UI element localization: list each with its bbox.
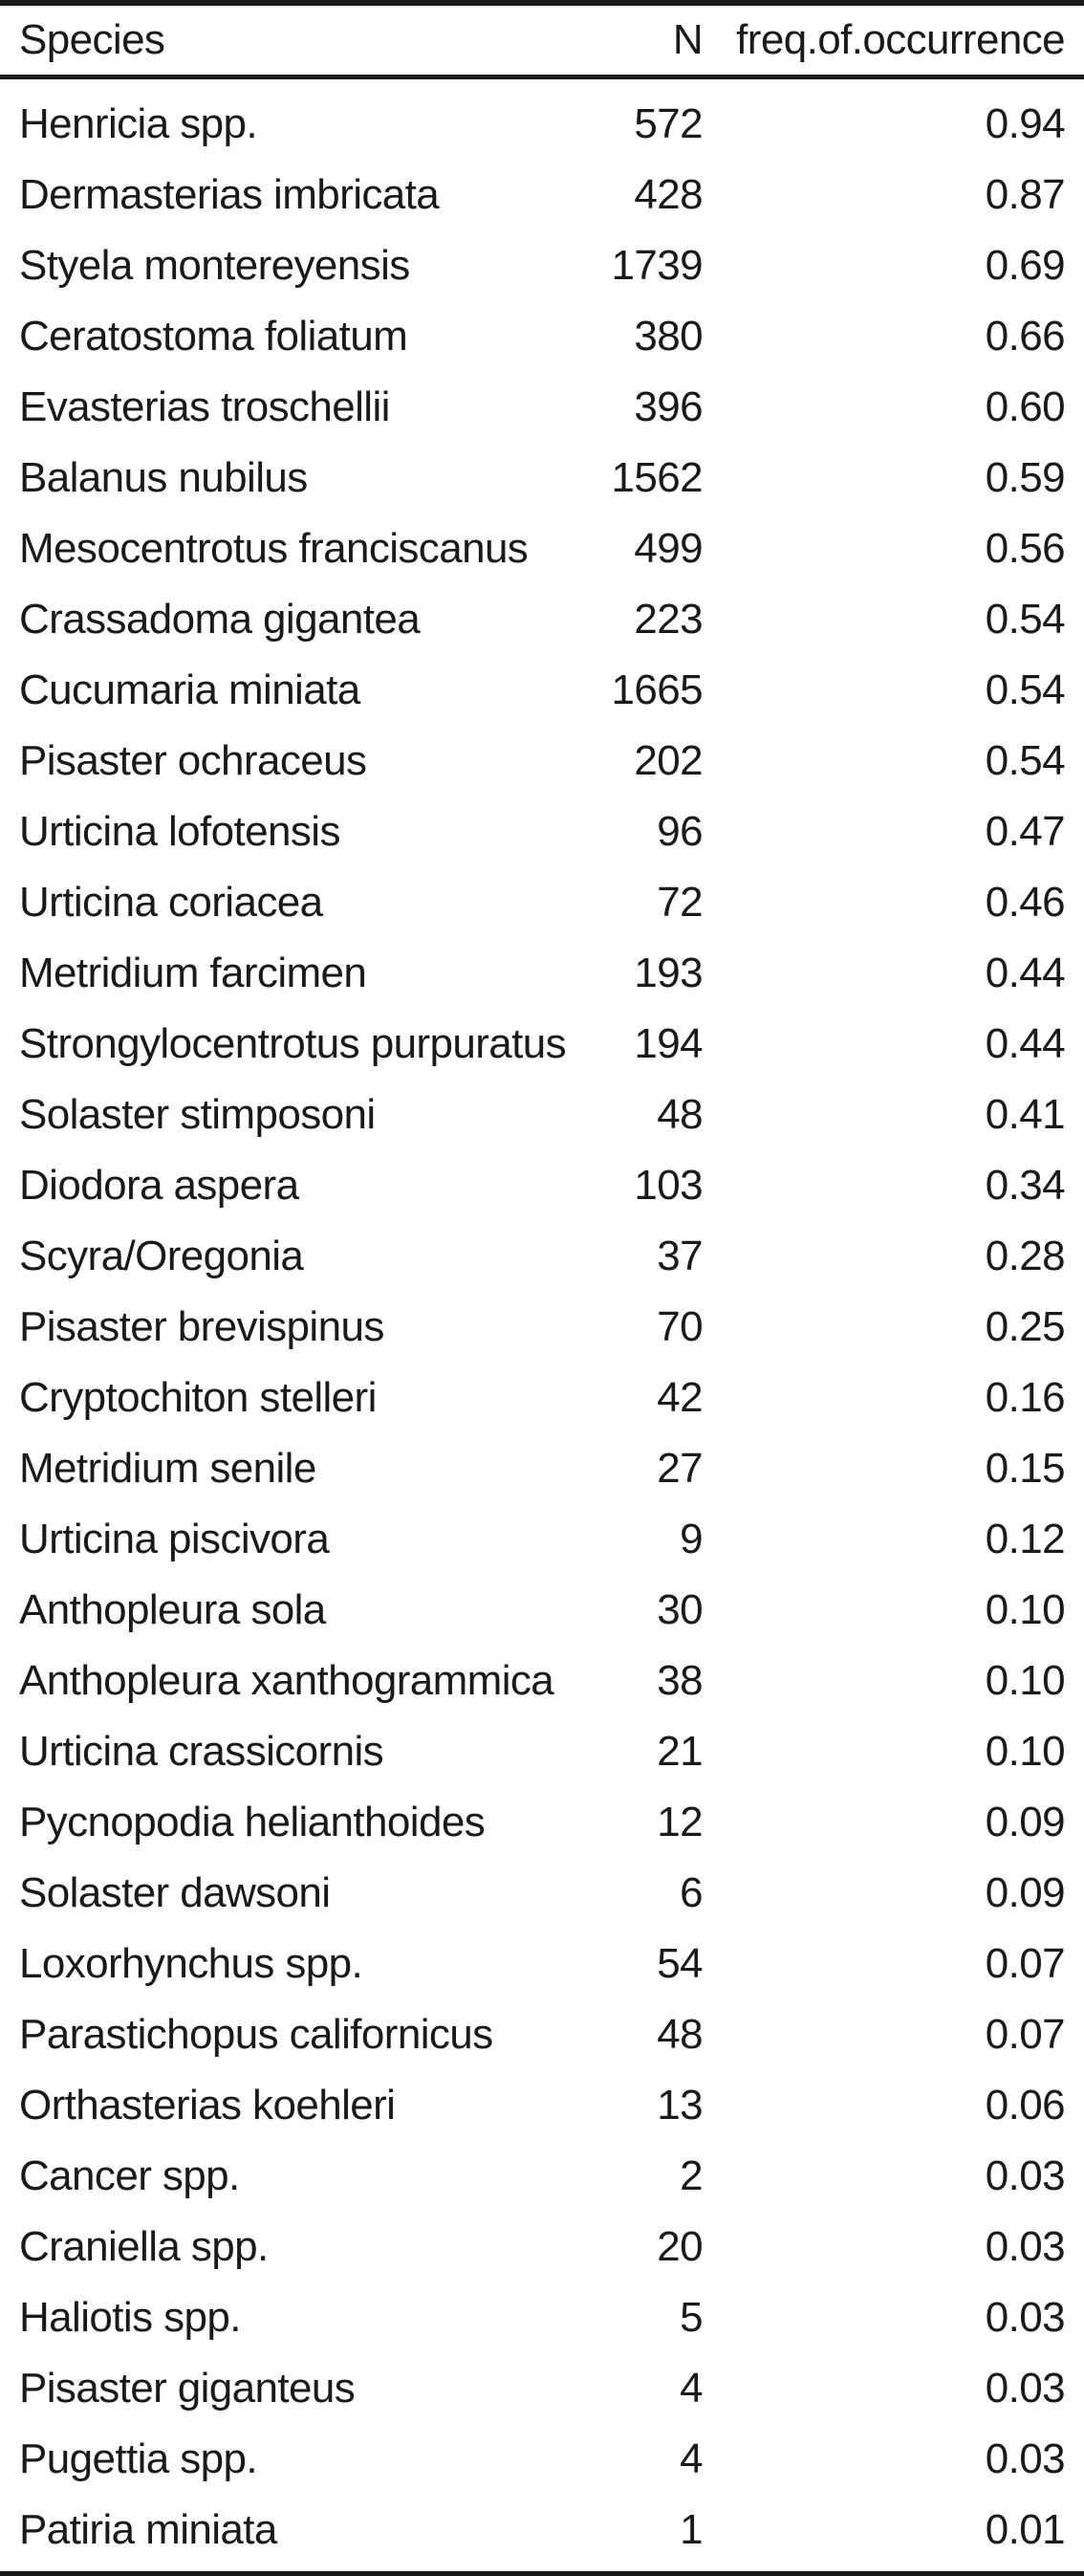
cell-species: Cucumaria miniata xyxy=(19,666,360,713)
cell-n: 12 xyxy=(657,1799,703,1845)
cell-freq: 0.54 xyxy=(985,596,1065,643)
cell-freq: 0.10 xyxy=(985,1728,1065,1775)
cell-freq: 0.44 xyxy=(985,1020,1065,1067)
header-species: Species xyxy=(19,16,165,63)
cell-freq: 0.41 xyxy=(985,1091,1065,1138)
cell-n: 70 xyxy=(657,1303,703,1350)
cell-species: Cryptochiton stelleri xyxy=(19,1374,377,1421)
cell-freq: 0.54 xyxy=(985,737,1065,784)
table-row xyxy=(0,372,1084,443)
cell-freq: 0.56 xyxy=(985,525,1065,572)
table-row xyxy=(0,2353,1084,2424)
table-header xyxy=(0,6,1084,75)
cell-freq: 0.94 xyxy=(985,100,1065,147)
table-row xyxy=(0,1292,1084,1363)
cell-n: 96 xyxy=(657,808,703,855)
table-row xyxy=(0,1929,1084,1999)
table-row xyxy=(0,2424,1084,2495)
cell-n: 1562 xyxy=(611,454,703,501)
cell-n: 20 xyxy=(657,2223,703,2270)
cell-n: 5 xyxy=(680,2294,703,2341)
table-bottom-rule xyxy=(0,2571,1084,2576)
cell-freq: 0.25 xyxy=(985,1303,1065,1350)
header-row xyxy=(0,6,1084,75)
cell-freq: 0.69 xyxy=(985,242,1065,289)
table-row xyxy=(0,1221,1084,1292)
cell-freq: 0.34 xyxy=(985,1162,1065,1209)
cell-n: 380 xyxy=(634,313,703,360)
cell-species: Solaster stimposoni xyxy=(19,1091,376,1138)
cell-freq: 0.09 xyxy=(985,1869,1065,1916)
table-row xyxy=(0,584,1084,655)
cell-freq: 0.06 xyxy=(985,2082,1065,2128)
table-row xyxy=(0,1363,1084,1433)
cell-n: 4 xyxy=(680,2435,703,2482)
cell-species: Loxorhynchus spp. xyxy=(19,1940,363,1987)
cell-species: Henricia spp. xyxy=(19,100,257,147)
cell-n: 72 xyxy=(657,879,703,926)
cell-n: 428 xyxy=(634,171,703,218)
cell-n: 42 xyxy=(657,1374,703,1421)
cell-freq: 0.47 xyxy=(985,808,1065,855)
cell-n: 48 xyxy=(657,2011,703,2058)
cell-n: 13 xyxy=(657,2082,703,2128)
cell-species: Cancer spp. xyxy=(19,2152,240,2199)
cell-species: Parastichopus californicus xyxy=(19,2011,493,2058)
cell-n: 1739 xyxy=(611,242,703,289)
table-row xyxy=(0,1858,1084,1929)
cell-freq: 0.54 xyxy=(985,666,1065,713)
table-row xyxy=(0,160,1084,230)
table-row xyxy=(0,1009,1084,1080)
cell-n: 194 xyxy=(634,1020,703,1067)
table-row xyxy=(0,938,1084,1009)
cell-freq: 0.87 xyxy=(985,171,1065,218)
cell-species: Pisaster giganteus xyxy=(19,2365,356,2412)
cell-freq: 0.28 xyxy=(985,1233,1065,1279)
cell-freq: 0.03 xyxy=(985,2365,1065,2412)
table-row xyxy=(0,1787,1084,1858)
table-row xyxy=(0,1433,1084,1504)
cell-species: Pisaster ochraceus xyxy=(19,737,367,784)
cell-n: 223 xyxy=(634,596,703,643)
cell-species: Solaster dawsoni xyxy=(19,1869,331,1916)
cell-freq: 0.66 xyxy=(985,313,1065,360)
cell-freq: 0.10 xyxy=(985,1586,1065,1633)
cell-species: Scyra/Oregonia xyxy=(19,1233,304,1279)
cell-freq: 0.12 xyxy=(985,1516,1065,1562)
table-row xyxy=(0,230,1084,301)
cell-species: Urticina lofotensis xyxy=(19,808,340,855)
cell-freq: 0.07 xyxy=(985,1940,1065,1987)
cell-species: Pycnopodia helianthoides xyxy=(19,1799,486,1845)
cell-freq: 0.16 xyxy=(985,1374,1065,1421)
cell-n: 4 xyxy=(680,2365,703,2412)
cell-species: Strongylocentrotus purpuratus xyxy=(19,1020,567,1067)
table-row xyxy=(0,2070,1084,2141)
cell-n: 396 xyxy=(634,383,703,430)
cell-species: Urticina crassicornis xyxy=(19,1728,384,1775)
cell-species: Metridium farcimen xyxy=(19,950,367,996)
cell-species: Mesocentrotus franciscanus xyxy=(19,525,529,572)
table-row xyxy=(0,2212,1084,2282)
cell-n: 572 xyxy=(634,100,703,147)
cell-species: Anthopleura sola xyxy=(19,1586,326,1633)
cell-freq: 0.03 xyxy=(985,2294,1065,2341)
table-row xyxy=(0,1575,1084,1646)
cell-freq: 0.03 xyxy=(985,2223,1065,2270)
cell-species: Haliotis spp. xyxy=(19,2294,241,2341)
cell-n: 1 xyxy=(680,2506,703,2553)
cell-species: Anthopleura xanthogrammica xyxy=(19,1657,554,1704)
cell-n: 103 xyxy=(634,1162,703,1209)
header-n: N xyxy=(672,16,703,63)
cell-n: 38 xyxy=(657,1657,703,1704)
table-row xyxy=(0,301,1084,372)
cell-species: Craniella spp. xyxy=(19,2223,269,2270)
cell-species: Urticina piscivora xyxy=(19,1516,330,1562)
table-row xyxy=(0,726,1084,797)
header-freq: freq.of.occurrence xyxy=(736,16,1065,63)
cell-n: 30 xyxy=(657,1586,703,1633)
table-row xyxy=(0,2495,1084,2565)
cell-freq: 0.03 xyxy=(985,2435,1065,2482)
cell-species: Patiria miniata xyxy=(19,2506,277,2553)
cell-freq: 0.59 xyxy=(985,454,1065,501)
cell-species: Evasterias troschellii xyxy=(19,383,390,430)
cell-n: 2 xyxy=(680,2152,703,2199)
cell-species: Ceratostoma foliatum xyxy=(19,313,408,360)
cell-n: 202 xyxy=(634,737,703,784)
table-row xyxy=(0,1150,1084,1221)
table-row xyxy=(0,2141,1084,2212)
cell-species: Balanus nubilus xyxy=(19,454,308,501)
cell-freq: 0.03 xyxy=(985,2152,1065,2199)
cell-species: Metridium senile xyxy=(19,1445,316,1492)
table-row xyxy=(0,443,1084,513)
cell-freq: 0.15 xyxy=(985,1445,1065,1492)
cell-species: Pisaster brevispinus xyxy=(19,1303,384,1350)
table-row xyxy=(0,89,1084,160)
cell-freq: 0.01 xyxy=(985,2506,1065,2553)
cell-n: 499 xyxy=(634,525,703,572)
table-row xyxy=(0,655,1084,726)
table-row xyxy=(0,1080,1084,1150)
table-row xyxy=(0,1716,1084,1787)
cell-species: Pugettia spp. xyxy=(19,2435,258,2482)
cell-species: Dermasterias imbricata xyxy=(19,171,440,218)
cell-n: 9 xyxy=(680,1516,703,1562)
table-row xyxy=(0,513,1084,584)
table-row xyxy=(0,1999,1084,2070)
cell-species: Orthasterias koehleri xyxy=(19,2082,396,2128)
cell-n: 193 xyxy=(634,950,703,996)
cell-species: Crassadoma gigantea xyxy=(19,596,421,643)
cell-species: Styela montereyensis xyxy=(19,242,410,289)
cell-n: 54 xyxy=(657,1940,703,1987)
data-table xyxy=(0,6,1084,75)
cell-species: Diodora aspera xyxy=(19,1162,299,1209)
cell-freq: 0.10 xyxy=(985,1657,1065,1704)
cell-n: 27 xyxy=(657,1445,703,1492)
cell-freq: 0.07 xyxy=(985,2011,1065,2058)
table-row xyxy=(0,1646,1084,1716)
table-body xyxy=(0,89,1084,2565)
cell-freq: 0.60 xyxy=(985,383,1065,430)
table-row xyxy=(0,1504,1084,1575)
table-row xyxy=(0,867,1084,938)
cell-n: 1665 xyxy=(611,666,703,713)
data-table-body xyxy=(0,89,1084,2565)
table-row xyxy=(0,797,1084,867)
cell-n: 48 xyxy=(657,1091,703,1138)
cell-freq: 0.44 xyxy=(985,950,1065,996)
cell-n: 37 xyxy=(657,1233,703,1279)
cell-species: Urticina coriacea xyxy=(19,879,323,926)
cell-freq: 0.46 xyxy=(985,879,1065,926)
table-row xyxy=(0,2282,1084,2353)
cell-n: 21 xyxy=(657,1728,703,1775)
cell-n: 6 xyxy=(680,1869,703,1916)
cell-freq: 0.09 xyxy=(985,1799,1065,1845)
